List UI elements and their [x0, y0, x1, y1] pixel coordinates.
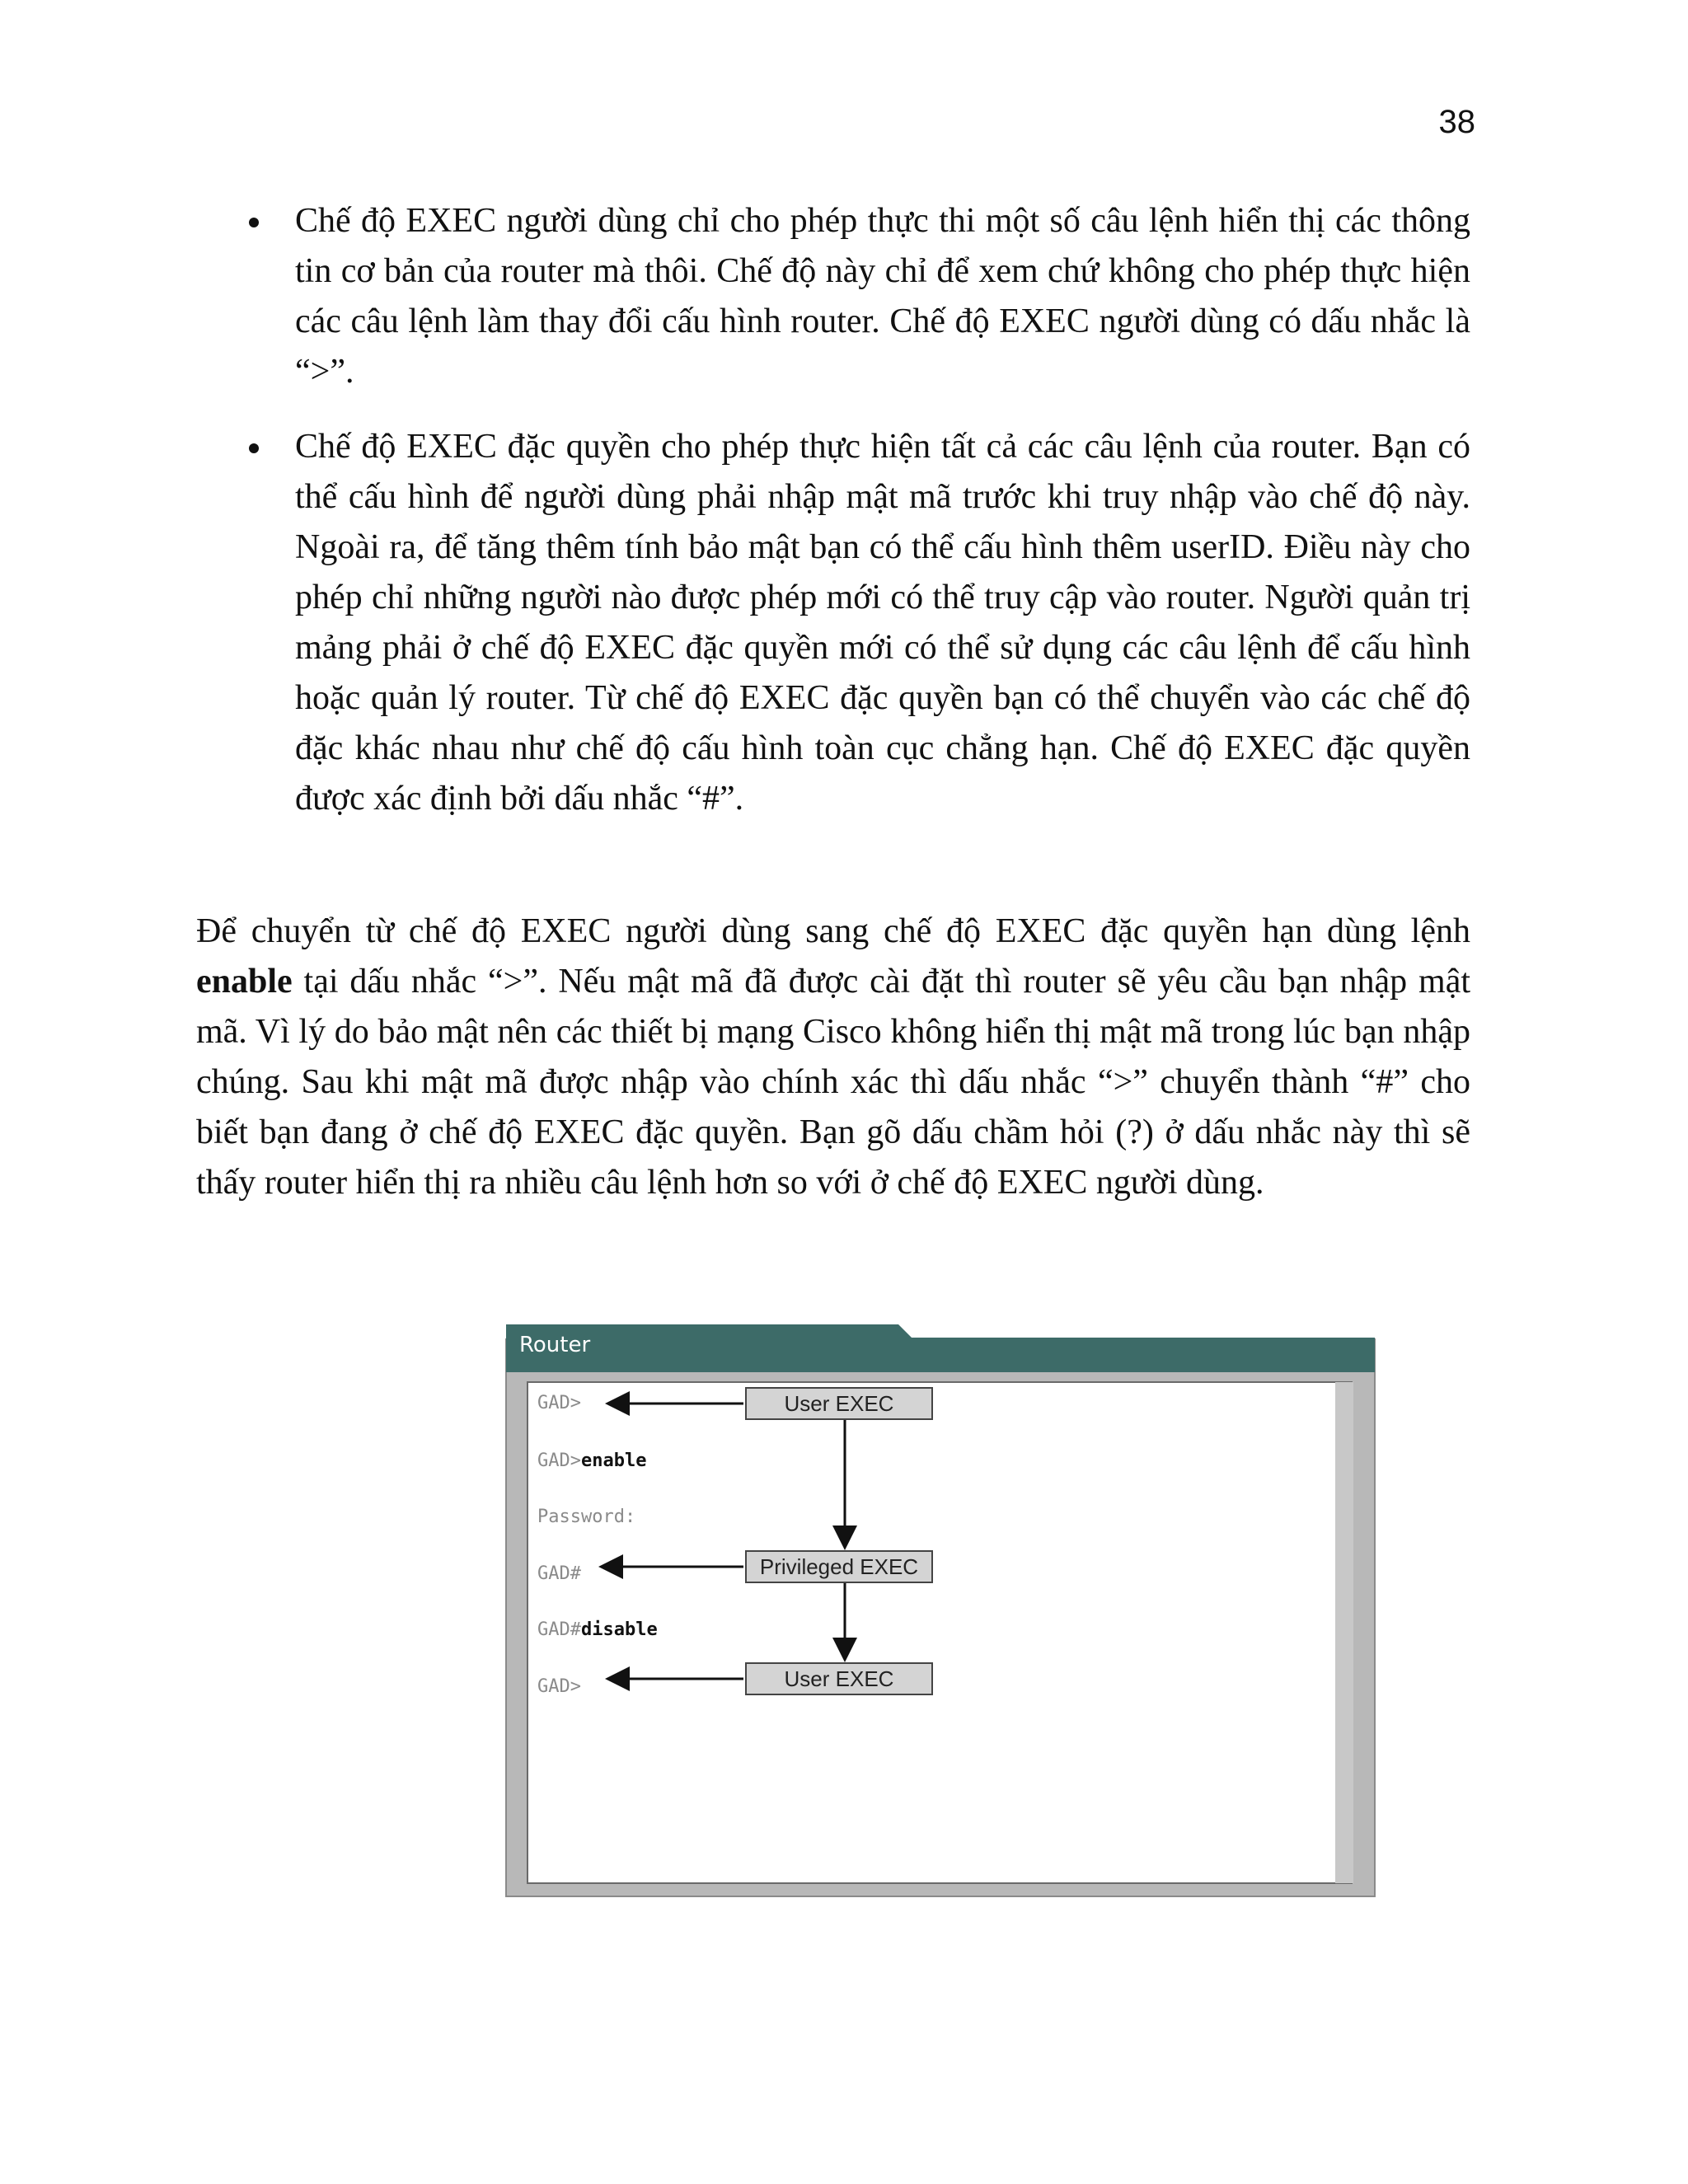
prompt-text: GAD#: [537, 1619, 581, 1640]
bullet-dot: [249, 443, 259, 453]
paragraph-text-end: tại dấu nhắc “>”. Nếu mật mã đã được cài đặt thì router sẽ yêu cầu bạn nhập mật mã. Vì lý do bảo mật nên các thiết bị mạng Cisco không hiển thị mật mã trong lúc bạn nhập chúng. Sau khi mật mã được nhập vào chính xác thì dấu nhắc “>” chuyển thành “#” cho biết bạn đang ở chế độ EXEC đặc quyền. Bạn gõ dấu chầm hỏi (?) ở dấu nhắc này thì sẽ thấy router hiển thị ra nhiều câu lệnh hơn so với ở chế độ EXEC người dùng.: [196, 963, 1470, 1202]
router-window-frame: [504, 1323, 1378, 1900]
bullet-list: [196, 196, 1470, 849]
mode-box-user-exec: User EXEC: [745, 1387, 933, 1420]
mode-box-user-exec-return: User EXEC: [745, 1662, 933, 1695]
bullet-text: Chế độ EXEC người dùng chỉ cho phép thực thi một số câu lệnh hiển thị các thông tin cơ bản của router mà thôi. Chế độ này chỉ để xem chứ không cho phép thực hiện các câu lệnh làm thay đổi cấu hình router. Chế độ EXEC người dùng có dấu nhắc là “>”.: [295, 202, 1470, 391]
cli-line-privileged-prompt: [537, 1563, 581, 1586]
cli-line-password: [537, 1506, 635, 1529]
prompt-text: GAD>: [537, 1393, 581, 1413]
paragraph-text-start: Để chuyển từ chế độ EXEC người dùng sang chế độ EXEC đặc quyền hạn dùng lệnh: [196, 912, 1470, 950]
enable-command: enable: [196, 963, 293, 1001]
bullet-dot: [249, 218, 259, 227]
prompt-text: Password:: [537, 1507, 636, 1527]
cli-line-disable: [537, 1619, 658, 1642]
cli-line-user-prompt-return: [537, 1675, 581, 1699]
bullet-text: Chế độ EXEC đặc quyền cho phép thực hiện tất cả các câu lệnh của router. Bạn có thể cấu hình để người dùng phải nhập mật mã trước khi truy nhập vào chế độ này. Ngoài ra, để tăng thêm tính bảo mật bạn có thể cấu hình thêm userID. Điều này cho phép chỉ những người nào được phép mới có thể truy cập vào router. Người quản trị mảng phải ở chế độ EXEC đặc quyền mới có thể sử dụng các câu lệnh để cấu hình hoặc quản lý router. Từ chế độ EXEC đặc quyền bạn có thể chuyển vào các chế độ đặc khác nhau như chế độ cấu hình toàn cục chẳng hạn. Chế độ EXEC đặc quyền được xác định bởi dấu nhắc “#”.: [295, 428, 1470, 818]
body-paragraph: [196, 907, 1470, 1208]
cli-line-user-prompt: [537, 1392, 581, 1415]
command-text: disable: [580, 1619, 658, 1640]
router-window-title: Router: [519, 1333, 591, 1357]
prompt-text: GAD>: [537, 1451, 581, 1471]
prompt-text: GAD#: [537, 1563, 581, 1584]
mode-box-privileged-exec: Privileged EXEC: [745, 1550, 933, 1583]
prompt-text: GAD>: [537, 1676, 581, 1697]
page-number: 38: [1438, 104, 1475, 140]
bullet-user-exec: [196, 196, 1470, 397]
router-figure: [504, 1323, 1378, 1900]
command-text: enable: [580, 1451, 647, 1471]
bullet-privileged-exec: [196, 422, 1470, 824]
cli-line-enable: [537, 1450, 646, 1473]
